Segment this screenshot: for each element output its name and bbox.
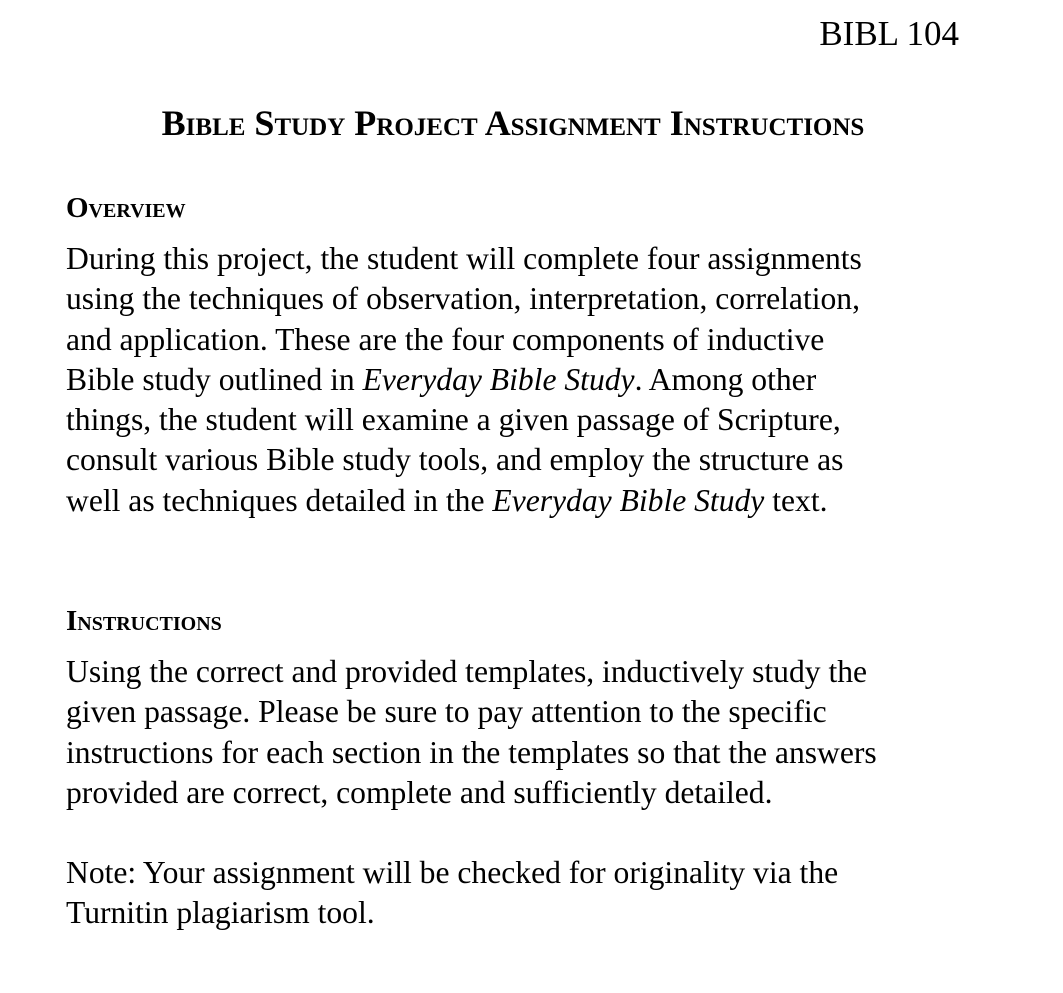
note-paragraph xyxy=(66,853,966,934)
note-line: Turnitin plagiarism tool. xyxy=(66,895,375,931)
course-code: BIBL 104 xyxy=(819,14,959,53)
instructions-line: given passage. Please be sure to pay attention to the specific xyxy=(66,694,827,730)
overview-line: and application. These are the four components of inductive xyxy=(66,321,825,357)
instructions-paragraph xyxy=(66,652,966,813)
overview-paragraph xyxy=(66,239,966,521)
book-title-italic: Everyday Bible Study xyxy=(492,482,765,518)
overview-line: consult various Bible study tools, and employ the structure as xyxy=(66,442,844,478)
instructions-line: instructions for each section in the templates so that the answers xyxy=(66,734,877,770)
overview-line: using the techniques of observation, interpretation, correlation, xyxy=(66,281,860,317)
instructions-heading: Instructions xyxy=(66,605,222,637)
overview-line: During this project, the student will complete four assignments xyxy=(66,241,862,276)
document-title: Bible Study Project Assignment Instructions xyxy=(161,103,865,143)
overview-line-text: Bible study outlined in xyxy=(66,361,363,397)
overview-line xyxy=(66,360,966,400)
overview-line-text: well as techniques detailed in the xyxy=(66,482,493,518)
overview-line: things, the student will examine a given passage of Scripture, xyxy=(66,402,841,438)
overview-line-text: . Among other xyxy=(634,361,817,397)
book-title-italic: Everyday Bible Study xyxy=(362,361,635,397)
note-line: Note: Your assignment will be checked for originality via the xyxy=(66,855,839,890)
overview-heading: Overview xyxy=(66,192,186,224)
overview-line xyxy=(66,481,966,521)
instructions-line: Using the correct and provided templates, inductively study the xyxy=(66,654,868,689)
overview-line-text: text. xyxy=(764,482,828,518)
instructions-line: provided are correct, complete and sufficiently detailed. xyxy=(66,774,773,810)
